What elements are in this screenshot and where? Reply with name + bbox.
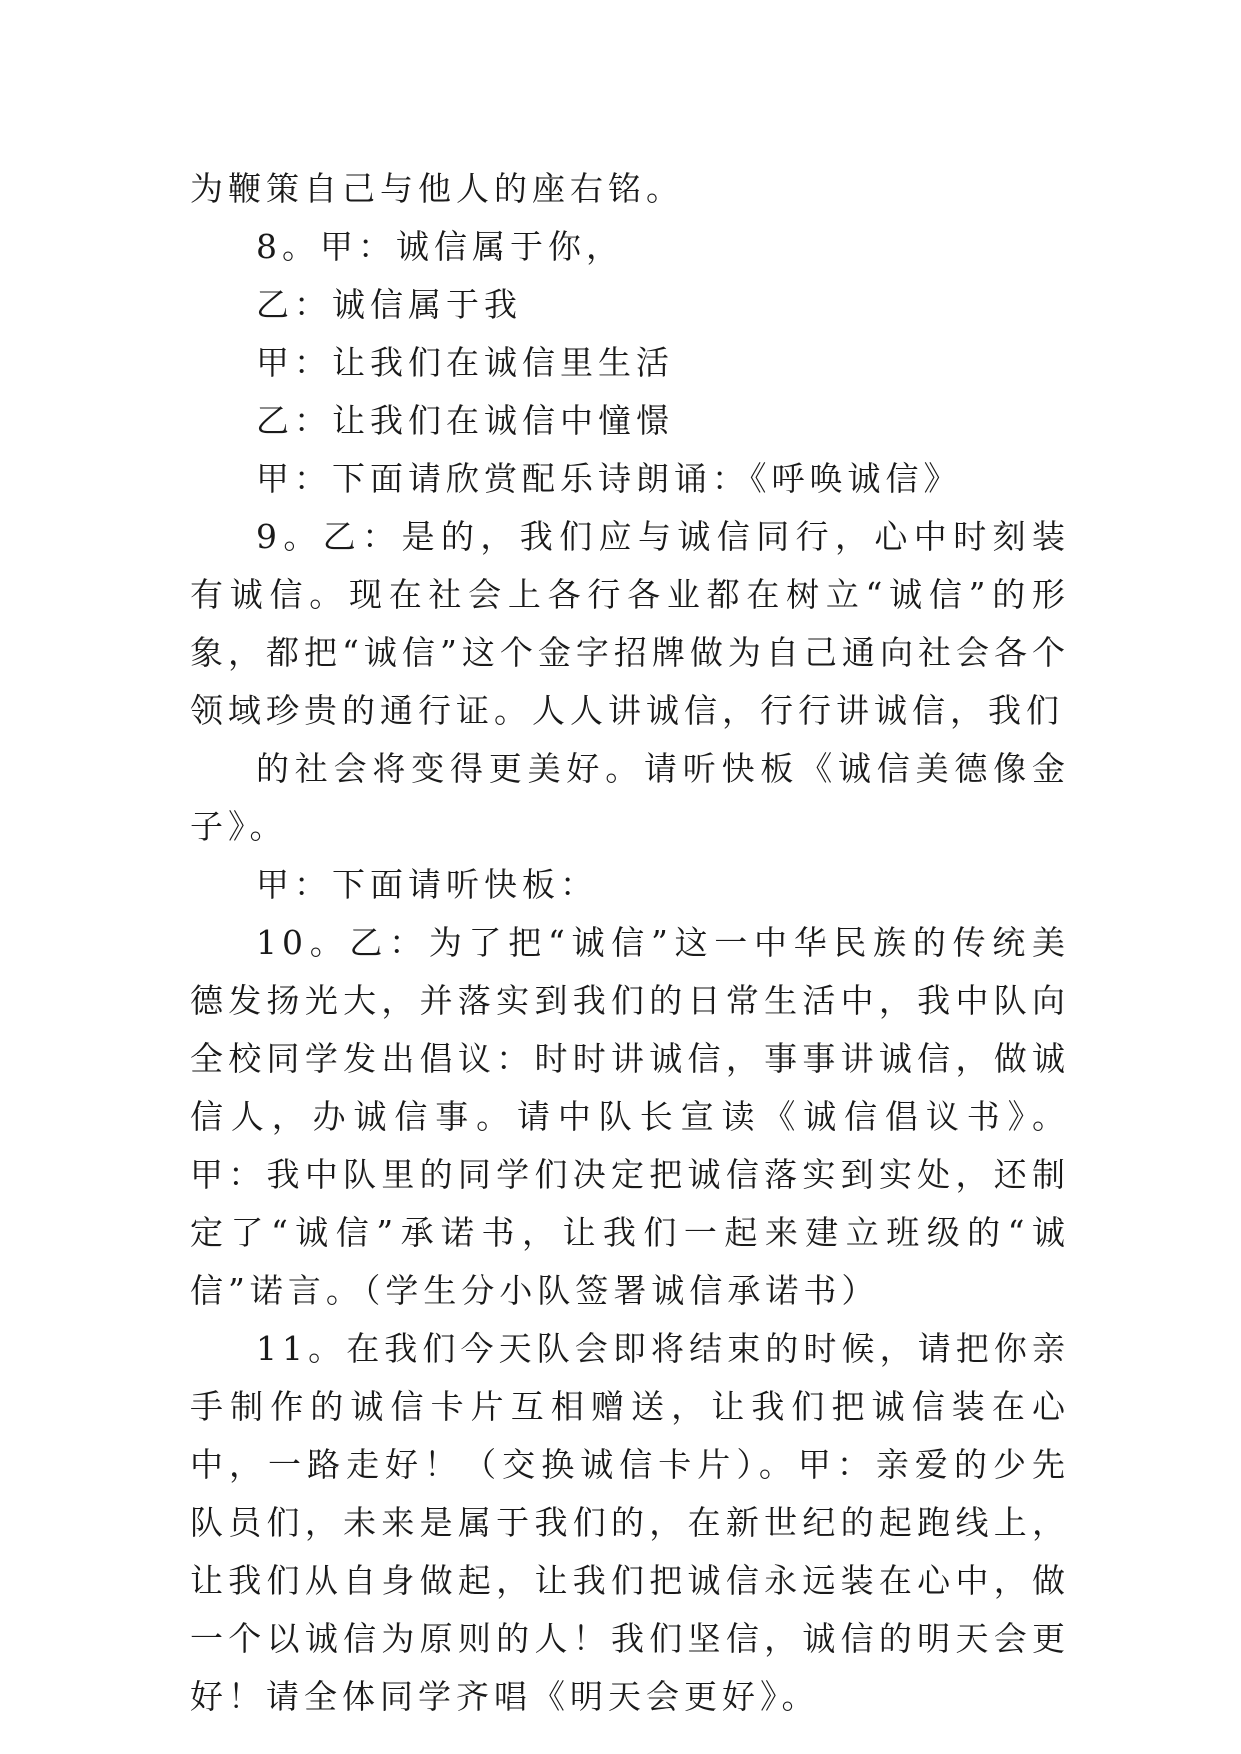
paragraph-9: 9。乙：是的，我们应与诚信同行，心中时刻装有诚信。现在社会上各行各业都在树立“诚信”的形象，都把“诚信”这个金字招牌做为自己通向社会各个领域珍贵的通行证。人人讲诚信，行行讲诚信，我们 <box>190 517 1070 730</box>
paragraph-10: 10。乙：为了把“诚信”这一中华民族的传统美德发扬光大，并落实到我们的日常生活中，我中队向全校同学发出倡议：时时讲诚信，事事讲诚信，做诚信人，办诚信事。请中队长宣读《诚信倡议书》。甲：我中队里的同学们决定把诚信落实到实处，还制定了“诚信”承诺书，让我们一起来建立班级的“诚信”诺言。（学生分小队签署诚信承诺书） <box>190 923 1070 1310</box>
paragraph-jia-1: 甲：让我们在诚信里生活 <box>256 343 674 382</box>
paragraph-9-cont: 的社会将变得更美好。请听快板《诚信美德像金子》。 <box>190 749 1070 846</box>
paragraph-yi-1: 乙：诚信属于我 <box>256 285 522 324</box>
paragraph-yi-2: 乙：让我们在诚信中憧憬 <box>256 401 674 440</box>
paragraph-11: 11。在我们今天队会即将结束的时候，请把你亲手制作的诚信卡片互相赠送，让我们把诚信装在心中，一路走好！（交换诚信卡片）。甲：亲爱的少先队员们，未来是属于我们的，在新世纪的起跑线上，让我们从自身做起，让我们把诚信永远装在心中，做一个以诚信为原则的人！我们坚信，诚信的明天会更好！请全体同学齐唱《明天会更好》。 <box>190 1329 1070 1716</box>
paragraph-continuation: 为鞭策自己与他人的座右铭。 <box>190 169 684 208</box>
paragraph-jia-2: 甲：下面请欣赏配乐诗朗诵：《呼唤诚信》 <box>256 459 962 498</box>
paragraph-jia-3: 甲：下面请听快板： <box>256 865 598 904</box>
document-body <box>190 160 1070 1726</box>
paragraph-8-jia: 8。甲：诚信属于你， <box>256 227 624 266</box>
